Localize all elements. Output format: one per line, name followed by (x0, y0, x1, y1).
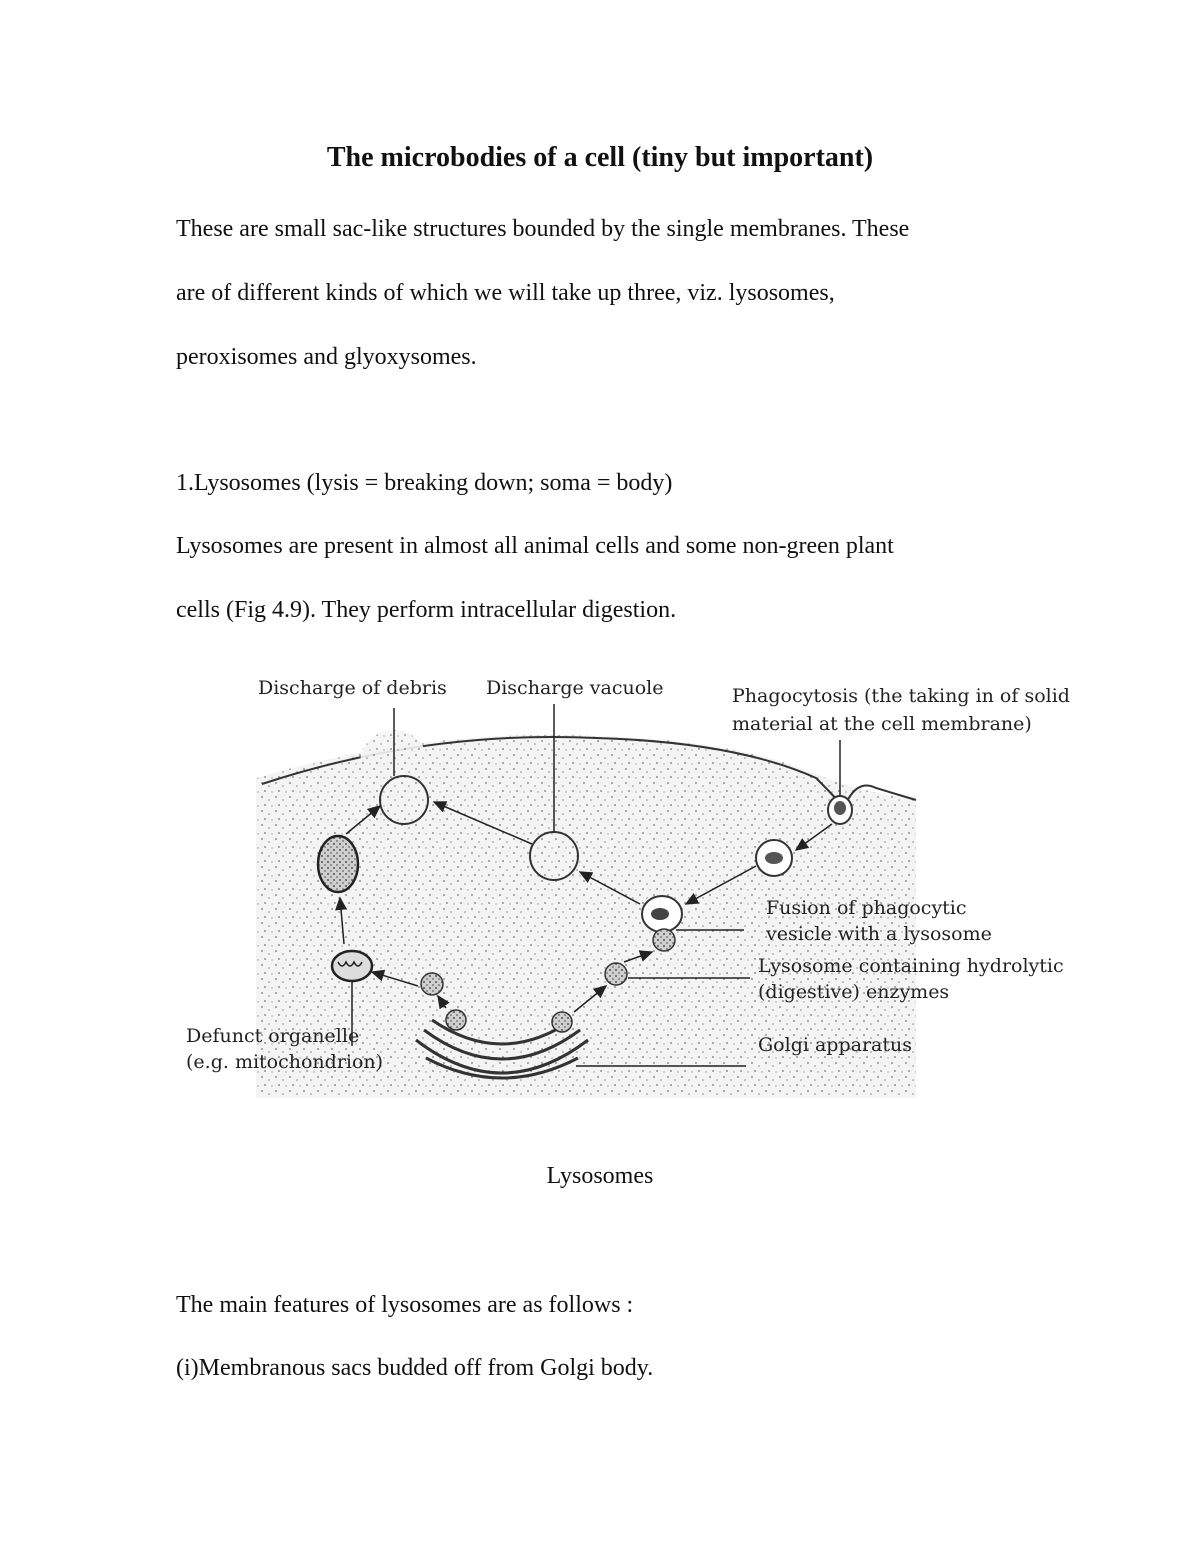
label-discharge-vacuole: Discharge vacuole (486, 677, 664, 699)
intro-line-3: peroxisomes and glyoxysomes. (176, 344, 477, 370)
discharge-vacuole (530, 832, 578, 880)
label-fusion-1: Fusion of phagocytic (766, 897, 967, 919)
lysosome-diagram (176, 668, 1086, 1098)
debris-vesicle (380, 776, 428, 824)
intro-line-1: These are small sac-like structures bounded by the single membranes. These (176, 216, 910, 242)
golgi-bud-left (446, 1010, 466, 1030)
section-line-1: Lysosomes are present in almost all animal cells and some non-green plant (176, 533, 894, 559)
label-defunct-2: (e.g. mitochondrion) (186, 1051, 384, 1073)
defunct-mitochondrion (332, 951, 372, 981)
label-lysosome-1: Lysosome containing hydrolytic (758, 955, 1064, 977)
vesicle-particle (765, 852, 783, 864)
fusing-lysosome (653, 929, 675, 951)
lysosome-right (605, 963, 627, 985)
label-phagocytosis-2: material at the cell membrane) (732, 713, 1032, 735)
feature-item-1: (i)Membranous sacs budded off from Golgi body. (176, 1355, 654, 1381)
intro-line-2: are of different kinds of which we will take up three, viz. lysosomes, (176, 280, 835, 306)
digesting-vesicle (318, 836, 358, 892)
label-golgi: Golgi apparatus (758, 1034, 912, 1056)
label-phagocytosis-1: Phagocytosis (the taking in of solid (732, 685, 1070, 707)
label-fusion-2: vesicle with a lysosome (766, 923, 992, 945)
label-lysosome-2: (digestive) enzymes (758, 981, 950, 1003)
golgi-bud-right (552, 1012, 572, 1032)
figure-caption: Lysosomes (546, 1163, 654, 1189)
label-discharge-debris: Discharge of debris (258, 677, 447, 699)
lysosome-left (421, 973, 443, 995)
section-heading-lysosomes: 1.Lysosomes (lysis = breaking down; soma = body) (176, 470, 673, 496)
page-title: The microbodies of a cell (tiny but important) (326, 142, 874, 173)
fusion-particle (651, 908, 669, 920)
phagocytosed-particle (834, 801, 846, 815)
features-heading: The main features of lysosomes are as follows : (176, 1292, 634, 1318)
section-line-2: cells (Fig 4.9). They perform intracellular digestion. (176, 597, 677, 623)
label-defunct-1: Defunct organelle (186, 1025, 360, 1047)
